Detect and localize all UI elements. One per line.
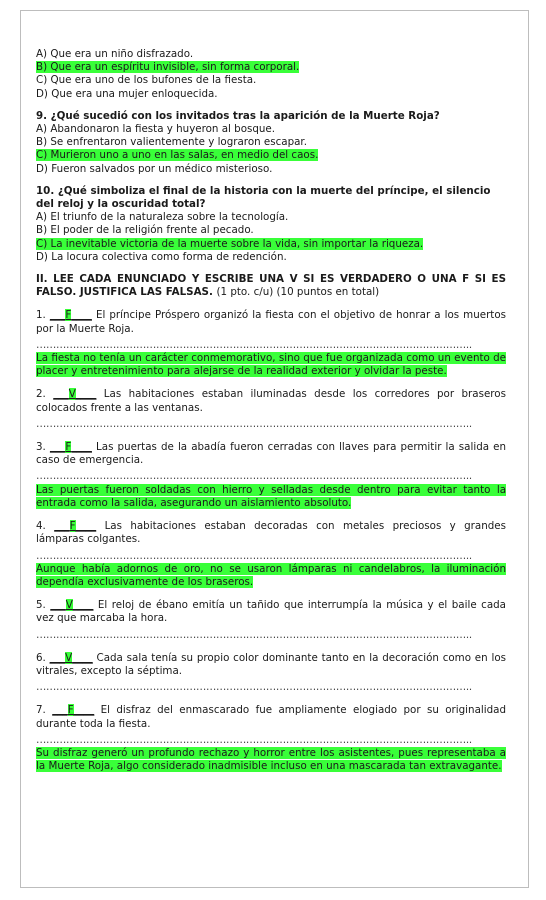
answer-6: V <box>65 651 73 664</box>
q9-option-d: D) Fueron salvados por un médico misterioso. <box>36 162 273 175</box>
q9-option-c: C) Murieron uno a uno en las salas, en medio del caos. <box>36 149 319 162</box>
answer-line: ………………………………………………………………………………………………………………….. <box>36 733 472 746</box>
answer-line: ………………………………………………………………………………………………………………….. <box>36 417 472 430</box>
answer-1: F <box>65 309 72 322</box>
question-9-title: 9. ¿Qué sucedió con los invitados tras la aparición de la Muerte Roja? <box>36 109 440 122</box>
q10-option-a: A) El triunfo de la naturaleza sobre la tecnología. <box>36 211 289 224</box>
previous-question-options <box>36 48 506 101</box>
justification-1: La fiesta no tenía un carácter conmemorativo, sino que fue organizada como un evento de placer y entretenimiento para alejarse de la realidad exterior y olvidar la peste. <box>36 352 506 378</box>
statement-1: 1. ___F____ El príncipe Próspero organizó la fiesta con el objetivo de honrar a los muertos por la Muerte Roja. <box>36 309 507 335</box>
answer-line: ………………………………………………………………………………………………………………….. <box>36 628 472 641</box>
statement-7: 7. ___F____ El disfraz del enmascarado fue ampliamente elogiado por su originalidad durante toda la fiesta. <box>36 704 506 730</box>
justification-7: Su disfraz generó un profundo rechazo y horror entre los asistentes, pues representaba a la Muerte Roja, algo considerado inadmisible incluso en una mascarada tan extravagante. <box>36 746 506 773</box>
question-10-title: 10. ¿Qué simboliza el final de la historia con la muerte del príncipe, el silencio del reloj y la oscuridad total? <box>36 184 491 211</box>
answer-4: F <box>69 520 76 533</box>
q10-option-b: B) El poder de la religión frente al pecado. <box>36 224 254 237</box>
option-d: D) Que era una mujer enloquecida. <box>36 87 218 100</box>
q9-option-a: A) Abandonaron la fiesta y huyeron al bosque. <box>36 123 276 136</box>
option-b: B) Que era un espíritu invisible, sin forma corporal. <box>36 61 300 74</box>
answer-3: F <box>65 441 72 454</box>
worksheet <box>36 48 506 773</box>
statement-4: 4. ___F____ Las habitaciones estaban decoradas con metales preciosos y grandes lámparas colgantes. <box>36 520 506 546</box>
section-2-note: (1 pto. c/u) (10 puntos en total) <box>216 286 380 299</box>
statement-6: 6. ___V____ Cada sala tenía su propio color dominante tanto en la decoración como en los vitrales, excepto la séptima. <box>36 651 506 677</box>
answer-line: ………………………………………………………………………………………………………………….. <box>36 681 472 694</box>
justification-4: Aunque había adornos de oro, no se usaron lámparas ni candelabros, la iluminación dependía exclusivamente de los braseros. <box>36 562 506 588</box>
statement-5: 5. ___V____ El reloj de ébano emitía un tañido que interrumpía la música y el baile cada vez que marcaba la hora. <box>36 599 506 625</box>
answer-line: ………………………………………………………………………………………………………………….. <box>36 470 472 483</box>
option-c: C) Que era uno de los bufones de la fiesta. <box>36 74 257 87</box>
q10-option-d: D) La locura colectiva como forma de redención. <box>36 250 287 263</box>
section-2-title: II. LEE CADA ENUNCIADO Y ESCRIBE UNA V SI ES VERDADERO O UNA F SI ES FALSO. JUSTIFICA LAS FALSAS. (1 pto. c/u) (10 puntos en total) <box>36 273 506 299</box>
q9-option-b: B) Se enfrentaron valientemente y lograron escapar. <box>36 136 307 149</box>
statement-2: 2. ___V____ Las habitaciones estaban iluminadas desde los corredores por braseros colocados frente a las ventanas. <box>36 388 506 414</box>
answer-line: ………………………………………………………………………………………………………………….. <box>36 338 472 351</box>
answer-5: V <box>65 599 73 612</box>
answer-line: ………………………………………………………………………………………………………………….. <box>36 549 472 562</box>
option-a: A) Que era un niño disfrazado. <box>36 48 194 60</box>
answer-7: F <box>67 704 74 717</box>
justification-3: Las puertas fueron soldadas con hierro y selladas desde dentro para evitar tanto la entrada como la salida, asegurando un aislamiento absoluto. <box>36 483 506 509</box>
statement-3: 3. ___F____ Las puertas de la abadía fueron cerradas con llaves para permitir la salida en caso de emergencia. <box>36 441 506 467</box>
q10-option-c: C) La inevitable victoria de la muerte sobre la vida, sin importar la riqueza. <box>36 237 424 250</box>
answer-2: V <box>68 388 76 401</box>
